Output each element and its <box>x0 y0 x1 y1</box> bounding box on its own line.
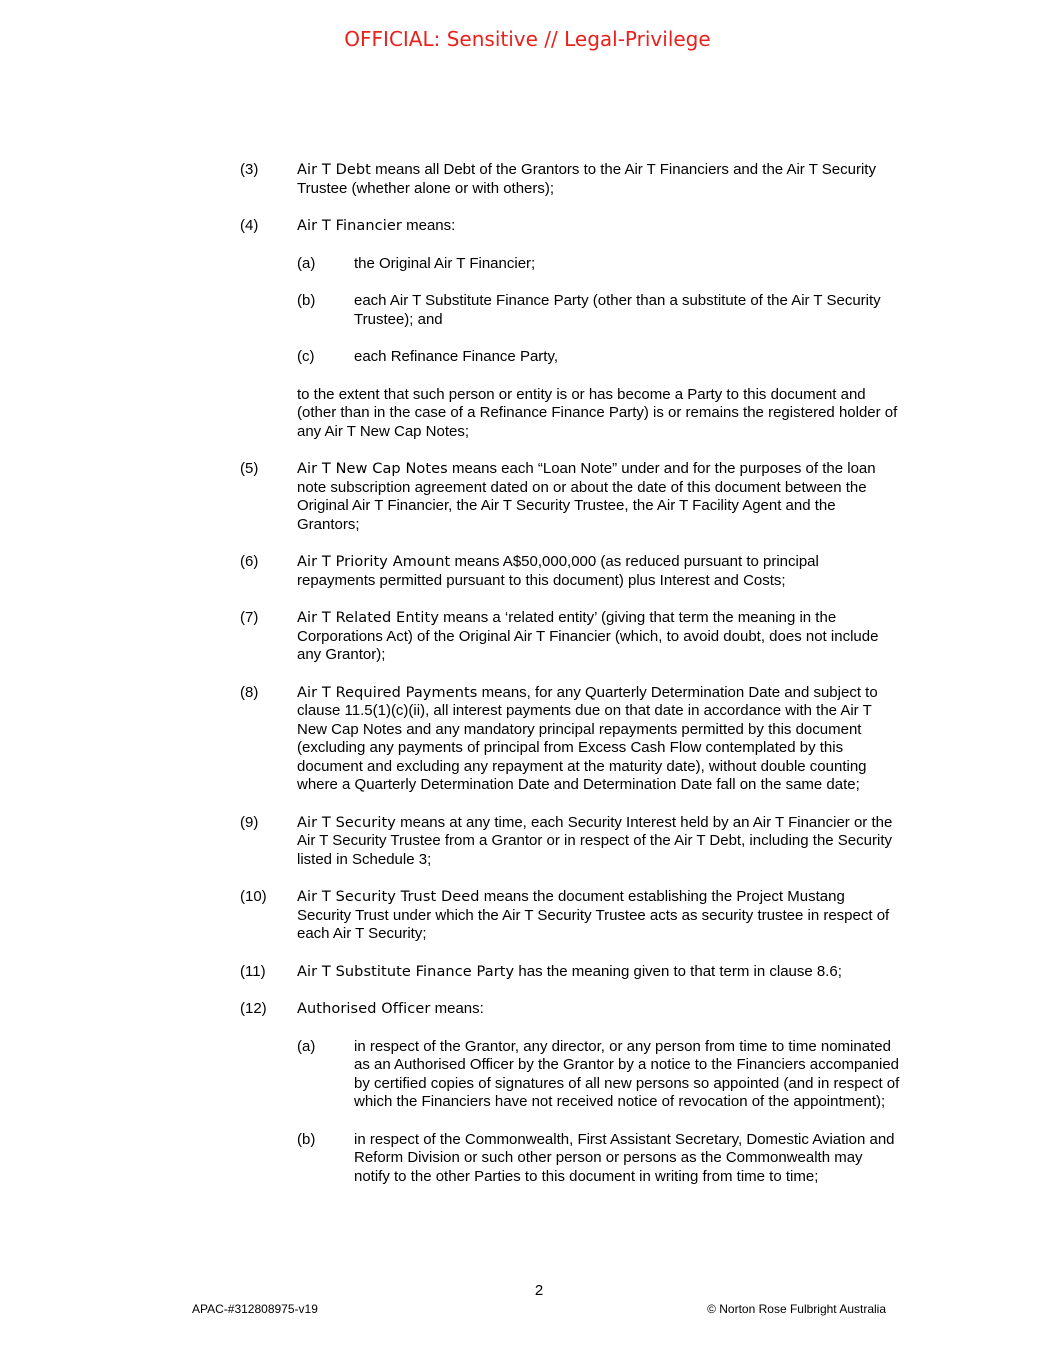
clause-tail-text: to the extent that such person or entity is or has become a Party to this document and (other than in the case of a Refinance Finance Party) is or remains the registered holder of any Air T New Cap Notes; <box>297 385 898 440</box>
definition: means the document establishing the Project Mustang Security Trust under which the Air T Security Trustee acts as security trustee in respect of each Air T Security; <box>297 888 890 942</box>
clause-text <box>297 161 900 198</box>
defined-term: Air T Debt <box>297 162 371 178</box>
sub-clause-b <box>297 292 900 329</box>
defined-term: Air T Substitute Finance Party <box>297 963 515 980</box>
clause-text <box>297 684 900 795</box>
sub-clause-number: (a) <box>297 1037 316 1055</box>
clause-number: (11) <box>240 962 266 980</box>
clause-text <box>297 460 900 534</box>
sub-clause-a <box>297 1038 900 1112</box>
clause-number: (7) <box>240 609 259 626</box>
sub-clause-number: (b) <box>297 292 316 309</box>
sub-clause-number: (b) <box>297 1130 316 1148</box>
clause-text <box>297 963 900 982</box>
clause-12 <box>240 1000 900 1186</box>
defined-term: Air T New Cap Notes <box>297 461 448 477</box>
defined-term: Authorised Officer <box>297 1001 431 1017</box>
defined-term: Air T Security Trust Deed <box>297 889 480 905</box>
copyright-notice: © Norton Rose Fulbright Australia <box>707 1302 886 1316</box>
clause-6 <box>240 553 900 590</box>
sub-clause-text: each Refinance Finance Party, <box>354 348 559 365</box>
definition: has the meaning given to that term in clause 8.6; <box>514 962 842 980</box>
sub-clause-text: in respect of the Commonwealth, First Assistant Secretary, Domestic Aviation and Reform Division or such other person or persons as the Commonwealth may notify to the other Parties to this document in writing from time to time; <box>354 1130 895 1185</box>
clause-7 <box>240 609 900 665</box>
definition: means: <box>401 217 456 234</box>
sub-clause-c <box>297 348 900 367</box>
clause-number: (12) <box>240 1000 267 1017</box>
clause-11 <box>240 963 900 982</box>
definition: means, for any Quarterly Determination Date and subject to clause 11.5(1)(c)(ii), all interest payments due on that date in accordance with the Air T New Cap Notes and any mandatory principal repayments permitted by this document (excluding any payments of principal from Excess Cash Flow contemplated by this document and excluding any repayment at the maturity date), without double counting where a Quarterly Determination Date and Determination Date fall on the same date; <box>297 683 878 793</box>
clause-4 <box>240 217 900 441</box>
clause-number: (3) <box>240 161 259 178</box>
clause-text <box>297 217 900 236</box>
clause-number: (8) <box>240 683 259 701</box>
sub-clause-number: (c) <box>297 348 315 365</box>
clause-9 <box>240 814 900 870</box>
sub-clause-number: (a) <box>297 254 316 272</box>
clause-number: (10) <box>240 888 267 905</box>
defined-term: Air T Required Payments <box>297 684 478 701</box>
sub-clause-text: the Original Air T Financier; <box>354 254 536 272</box>
clause-text <box>297 553 900 590</box>
clause-10 <box>240 888 900 944</box>
sub-clause-text: each Air T Substitute Finance Party (other than a substitute of the Air T Security Trustee); and <box>354 292 881 328</box>
page-number: 2 <box>534 1282 544 1299</box>
clause-text <box>297 888 900 944</box>
clause-number: (9) <box>240 813 259 831</box>
clause-text <box>297 814 900 870</box>
defined-term: Air T Related Entity <box>297 610 439 626</box>
sub-clause-b <box>297 1131 900 1187</box>
definition: means all Debt of the Grantors to the Air T Financiers and the Air T Security Trustee (whether alone or with others); <box>297 161 876 197</box>
document-id: APAC-#312808975-v19 <box>192 1302 318 1316</box>
clause-number: (6) <box>240 553 259 570</box>
definition: means: <box>430 1000 484 1017</box>
definition: means a ‘related entity’ (giving that term the meaning in the Corporations Act) of the Original Air T Financier (which, to avoid doubt, does not include any Grantor); <box>297 609 879 663</box>
sub-clause-text: in respect of the Grantor, any director, or any person from time to time nominated as an Authorised Officer by the Grantor by a notice to the Financiers accompanied by certified copies of signatures of all new persons so appointed (and in respect of which the Financiers have not received notice of revocation of the appointment); <box>354 1037 900 1110</box>
sub-clause-a <box>297 255 900 274</box>
definition: means each “Loan Note” under and for the purposes of the loan note subscription agreement dated on or about the date of this document between the Original Air T Financier, the Air T Security Trustee, the Air T Facility Agent and the Grantors; <box>297 460 876 533</box>
clause-5 <box>240 460 900 534</box>
classification-banner: OFFICIAL: Sensitive // Legal-Privilege <box>344 27 711 51</box>
clause-8 <box>240 684 900 795</box>
clause-number: (5) <box>240 460 259 477</box>
definition: means at any time, each Security Interest held by an Air T Financier or the Air T Security Trustee from a Grantor or in respect of the Air T Debt, including the Security listed in Schedule 3; <box>297 813 893 868</box>
clause-3 <box>240 161 900 198</box>
definition: means A$50,000,000 (as reduced pursuant to principal repayments permitted pursuant to this document) plus Interest and Costs; <box>297 553 819 589</box>
clause-text <box>297 609 900 665</box>
defined-term: Air T Security <box>297 814 396 831</box>
clause-text <box>297 1000 900 1019</box>
defined-term: Air T Priority Amount <box>297 554 451 570</box>
defined-term: Air T Financier <box>297 218 402 234</box>
document-body <box>240 161 900 1205</box>
clause-number: (4) <box>240 217 259 234</box>
